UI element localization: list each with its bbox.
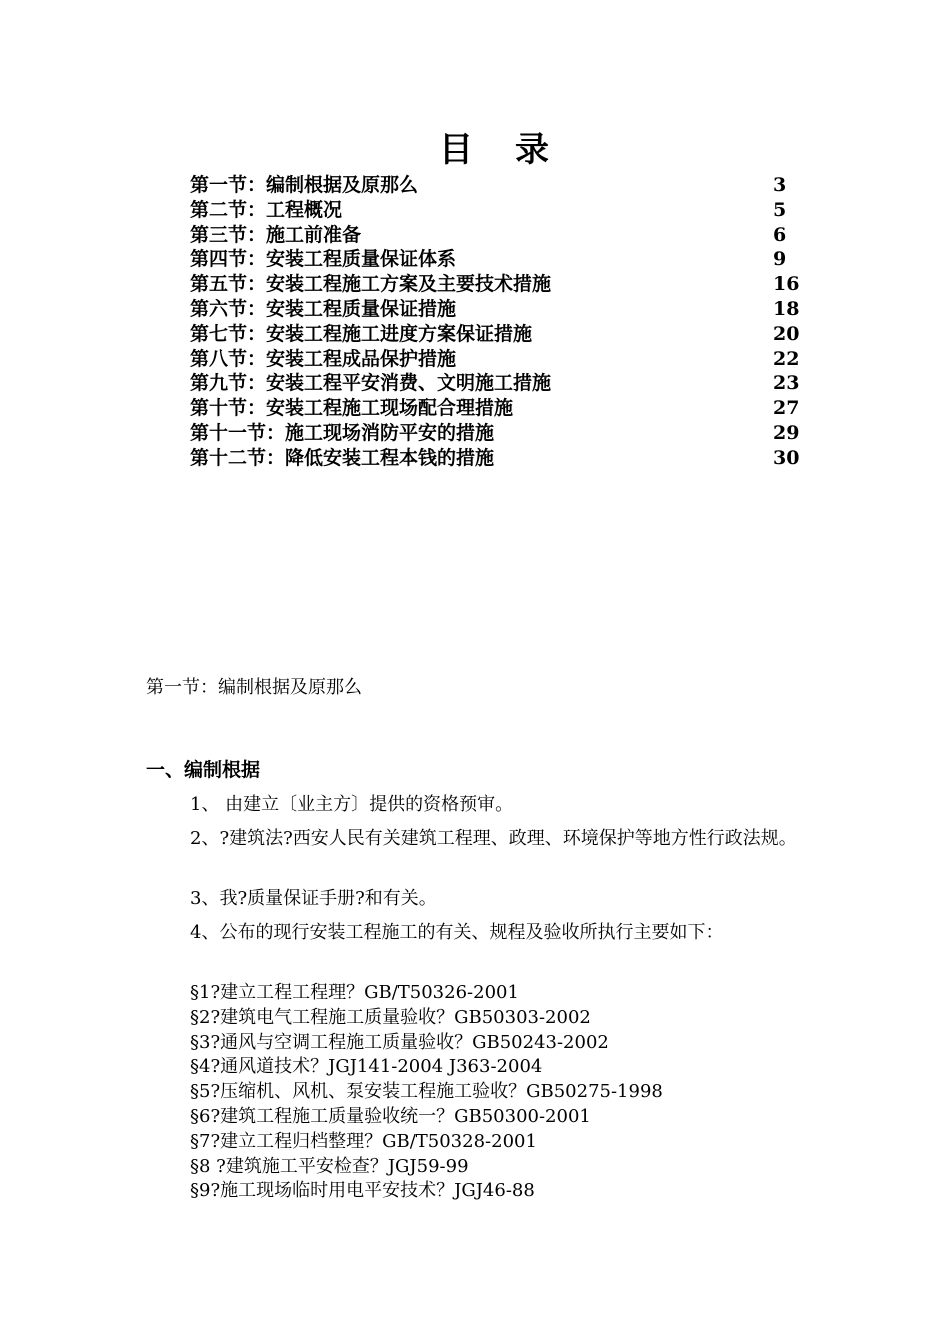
- toc-entry-page: 27: [773, 397, 800, 420]
- toc-entry-page: 6: [773, 223, 787, 246]
- toc-entry[interactable]: [190, 396, 800, 421]
- toc-entry-page: 3: [773, 174, 787, 196]
- toc-entry-page: 16: [773, 273, 800, 296]
- toc-entry[interactable]: [190, 421, 800, 446]
- body-paragraph: 3、我?质量保证手册?和有关。: [190, 888, 437, 909]
- toc-entry[interactable]: [190, 446, 800, 471]
- subsection-heading: 一、编制根据: [146, 759, 261, 781]
- toc-entry-page: 20: [773, 322, 800, 345]
- toc-entry-label: 第三节：施工前准备: [190, 223, 362, 246]
- toc-entry-label: 第十二节：降低安装工程本钱的措施: [190, 446, 495, 469]
- toc-entry-page: 18: [773, 297, 800, 320]
- toc-entry[interactable]: [190, 322, 800, 347]
- toc-entry-label: 第十节：安装工程施工现场配合理措施: [190, 397, 514, 420]
- table-of-contents: [190, 173, 800, 471]
- toc-entry-page: 30: [773, 446, 800, 469]
- standard-item: §5?压缩机、风机、泵安装工程施工验收？GB50275-1998: [190, 1081, 663, 1103]
- section-heading: 第一节：编制根据及原那么: [146, 677, 362, 698]
- toc-entry-label: 第十一节：施工现场消防平安的措施: [190, 421, 495, 444]
- standard-item: §2?建筑电气工程施工质量验收？GB50303-2002: [190, 1006, 591, 1028]
- toc-entry-label: 第九节：安装工程平安消费、文明施工措施: [190, 372, 552, 395]
- toc-entry-page: 29: [773, 421, 800, 444]
- toc-entry-page: 23: [773, 372, 800, 395]
- toc-entry-page: 5: [773, 198, 787, 221]
- toc-entry-label: 第一节：编制根据及原那么: [190, 174, 419, 196]
- toc-entry-page: 22: [773, 347, 800, 370]
- standard-item: §9?施工现场临时用电平安技术？JGJ46-88: [190, 1180, 535, 1202]
- body-paragraph: 1、 由建立〔业主方〕提供的资格预审。: [190, 794, 514, 815]
- toc-entry-page: 9: [773, 248, 787, 271]
- toc-entry[interactable]: [190, 297, 800, 322]
- standard-item: §4?通风道技术？JGJ141-2004 J363-2004: [190, 1056, 543, 1078]
- toc-title: 目录: [439, 130, 591, 170]
- standard-item: §7?建立工程归档整理？GB/T50328-2001: [190, 1130, 537, 1152]
- standard-item: §6?建筑工程施工质量验收统一？GB50300-2001: [190, 1105, 591, 1127]
- toc-entry-label: 第七节：安装工程施工进度方案保证措施: [190, 322, 533, 345]
- toc-entry[interactable]: [190, 198, 800, 223]
- standard-item: §8 ?建筑施工平安检查？JGJ59-99: [190, 1155, 469, 1177]
- toc-entry-label: 第四节：安装工程质量保证体系: [190, 248, 457, 271]
- standard-item: §1?建立工程工程理？GB/T50326-2001: [190, 982, 519, 1003]
- toc-entry[interactable]: [190, 272, 800, 297]
- body-paragraph: 2、?建筑法?西安人民有关建筑工程理、政理、环境保护等地方性行政法规。: [190, 828, 797, 849]
- toc-entry-label: 第二节：工程概况: [190, 198, 343, 221]
- toc-entry[interactable]: [190, 223, 800, 248]
- toc-entry-label: 第六节：安装工程质量保证措施: [190, 297, 457, 320]
- toc-entry[interactable]: [190, 347, 800, 372]
- toc-entry-label: 第八节：安装工程成品保护措施: [190, 347, 457, 370]
- standards-list: [190, 981, 663, 1204]
- standard-item: §3?通风与空调工程施工质量验收？GB50243-2002: [190, 1031, 609, 1053]
- toc-entry[interactable]: [190, 371, 800, 396]
- toc-entry-label: 第五节：安装工程施工方案及主要技术措施: [190, 273, 552, 296]
- toc-entry[interactable]: [190, 173, 800, 198]
- toc-entry[interactable]: [190, 247, 800, 272]
- body-paragraph: 4、公布的现行安装工程施工的有关、规程及验收所执行主要如下：: [190, 922, 724, 943]
